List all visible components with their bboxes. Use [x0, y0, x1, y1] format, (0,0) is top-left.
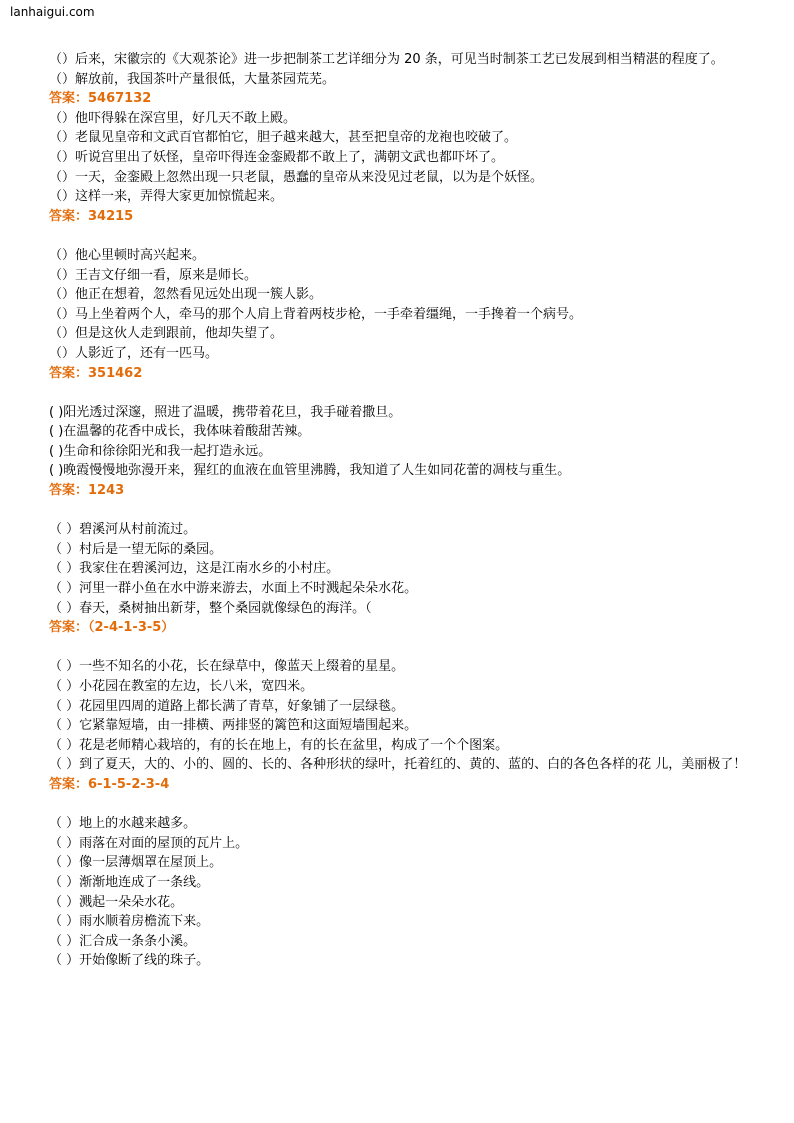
section-spacer — [49, 638, 759, 658]
exercise-section — [49, 403, 759, 501]
section-spacer — [49, 383, 759, 403]
answer-line: 答案：5467132 — [49, 91, 152, 107]
sentence-line: （ ）到了夏天，大的、小的、圆的、长的、各种形状的绿叶，托着红的、黄的、蓝的、白的各色各样的花 儿，美丽极了！ — [49, 757, 747, 773]
sentence-line: （）王吉文仔细一看，原来是师长。 — [49, 267, 258, 283]
sentence-line: （ ）开始像断了线的珠子。 — [49, 953, 210, 969]
sentence-line: （ ）溅起一朵朵水花。 — [49, 894, 184, 910]
sentence-line: （ ）我家住在碧溪河边，这是江南水乡的小村庄。 — [49, 561, 340, 577]
sentence-line: ( )晚霞慢慢地弥漫开来，猩红的血液在血管里沸腾，我知道了人生如同花蕾的凋枝与重生。 — [49, 463, 571, 479]
sentence-line: （ ）小花园在教室的左边，长八米，宽四米。 — [49, 679, 314, 694]
sentence-line: （）后来，宋徽宗的《大观茶论》进一步把制茶工艺详细分为 20 条，可见当时制茶工艺已发展到相当精湛的程度了。 — [49, 52, 724, 67]
sentence-line: （）他吓得躲在深宫里，好几天不敢上殿。 — [49, 110, 297, 126]
sentence-line: （ ）碧溪河从村前流过。 — [49, 522, 197, 538]
sentence-line: （ ）渐渐地连成了一条线。 — [49, 874, 210, 890]
sentence-line: （ ）春天，桑树抽出新芽，整个桑园就像绿色的海洋。（ — [49, 600, 372, 616]
sentence-line: （）他心里顿时高兴起来。 — [49, 247, 206, 263]
sentence-line: （ ）它紧靠短墙，由一排横、两排竖的篱笆和这面短墙围起来。 — [49, 718, 418, 734]
sentence-line: （）老鼠见皇帝和文武百官都怕它，胆子越来越大，甚至把皇帝的龙袍也咬破了。 — [49, 130, 518, 146]
sentence-line: （ ）花是老师精心栽培的，有的长在地上，有的长在盆里，构成了一个个图案。 — [49, 737, 509, 753]
sentence-line: （ ）像一层薄烟罩在屋顶上。 — [49, 855, 223, 871]
answer-line: 答案：（2-4-1-3-5） — [49, 620, 175, 636]
answer-line: 答案：351462 — [49, 365, 143, 381]
sentence-line: （ ）花园里四周的道路上都长满了青草，好象铺了一层绿毯。 — [49, 698, 405, 714]
sentence-line: （ ）雨落在对面的屋顶的瓦片上。 — [49, 835, 249, 851]
exercise-section — [49, 814, 759, 971]
sentence-line: （ ）村后是一望无际的桑园。 — [49, 541, 223, 557]
sentence-line: （）他正在想着，忽然看见远处出现一簇人影。 — [49, 287, 323, 303]
sentence-line: （）一天，金銮殿上忽然出现一只老鼠，愚蠢的皇帝从来没见过老鼠，以为是个妖怪。 — [49, 169, 544, 185]
exercise-section — [49, 246, 759, 383]
answer-line: 答案：6-1-5-2-3-4 — [49, 776, 170, 792]
sentence-line: （）但是这伙人走到跟前，他却失望了。 — [49, 326, 284, 342]
sentence-line: （）人影近了，还有一匹马。 — [49, 345, 219, 361]
section-spacer — [49, 795, 759, 815]
sentence-line: （ ）雨水顺着房檐流下来。 — [49, 914, 210, 930]
document-body — [49, 50, 759, 971]
sentence-line: ( )在温馨的花香中成长，我体味着酸甜苦辣。 — [49, 424, 311, 440]
section-spacer — [49, 501, 759, 521]
sentence-line: （）这样一来，弄得大家更加惊慌起来。 — [49, 189, 284, 205]
sentence-line: （）解放前，我国茶叶产量很低，大量茶园荒芜。 — [49, 71, 336, 87]
section-spacer — [49, 226, 759, 246]
sentence-line: ( )阳光透过深邃，照进了温暖，携带着花旦，我手碰着撒旦。 — [49, 404, 402, 420]
sentence-line: （）马上坐着两个人，牵马的那个人肩上背着两枝步枪，一手牵着缰绳，一手搀着一个病号。 — [49, 306, 583, 322]
sentence-line: （ ）一些不知名的小花，长在绿草中，像蓝天上缀着的星星。 — [49, 659, 405, 675]
exercise-section — [49, 520, 759, 638]
exercise-section — [49, 109, 759, 227]
sentence-line: （ ）河里一群小鱼在水中游来游去，水面上不时溅起朵朵水花。 — [49, 581, 418, 597]
exercise-section — [49, 50, 759, 109]
answer-line: 答案：34215 — [49, 208, 134, 224]
sentence-line: （ ）汇合成一条条小溪。 — [49, 933, 197, 949]
sentence-line: ( )生命和徐徐阳光和我一起打造永远。 — [49, 443, 272, 459]
site-header: lanhaigui.com — [10, 5, 95, 19]
answer-line: 答案：1243 — [49, 483, 125, 499]
sentence-line: （ ）地上的水越来越多。 — [49, 816, 197, 832]
exercise-section — [49, 657, 759, 794]
sentence-line: （）听说宫里出了妖怪，皇帝吓得连金銮殿都不敢上了，满朝文武也都吓坏了。 — [49, 149, 505, 165]
